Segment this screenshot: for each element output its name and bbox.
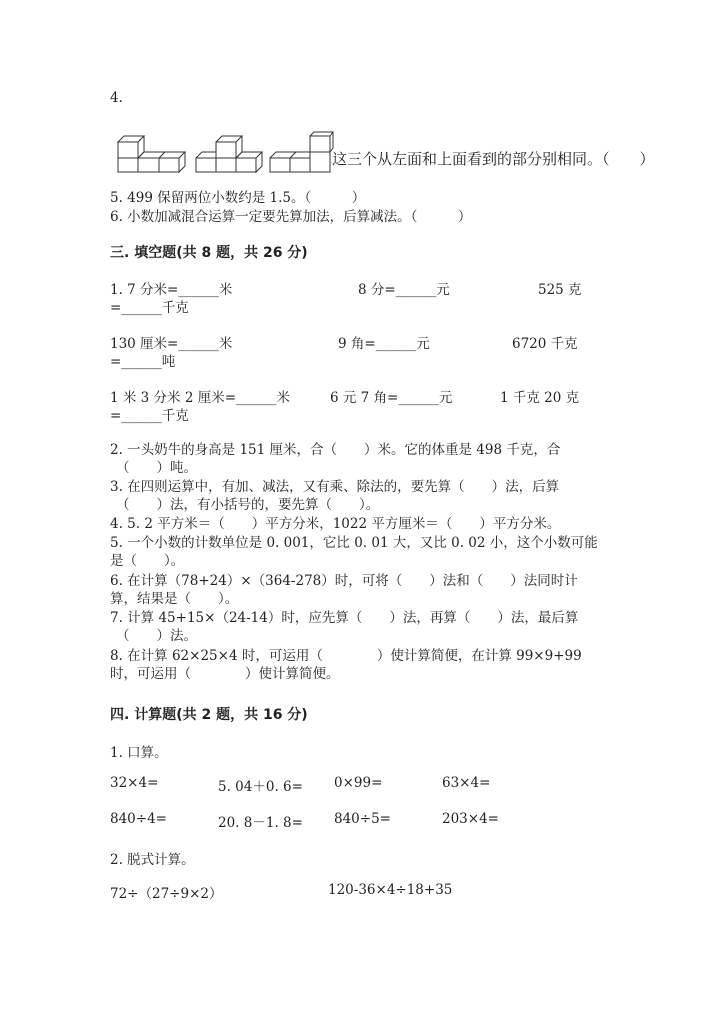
fill-q6-line1: 6. 在计算（78+24）×（364-278）时，可将（ ）法和（ ）法同时计 [110, 573, 578, 589]
section3-title: 三. 填空题(共 8 题，共 26 分) [110, 245, 308, 261]
fill-q1-r3-b: 6 元 7 角=______元 [330, 390, 453, 406]
oral-r2-c2: 20. 8－1. 8= [218, 815, 303, 831]
fill-q1-r1-b: 8 分=______元 [358, 282, 450, 298]
calc-q2-label: 2. 脱式计算。 [110, 852, 195, 868]
oral-r1-c4: 63×4= [442, 775, 491, 791]
fill-q3-line2: （ ）法，有小括号的，要先算（ ）。 [116, 497, 380, 513]
fill-q1-r2-d: =______吨 [110, 354, 176, 370]
judge-q4-statement: 这三个从左面和上面看到的部分别相同。（ ） [332, 150, 655, 168]
fill-q1-r1-a: 1. 7 分米=______米 [110, 282, 233, 298]
cube-figures-image [116, 130, 334, 174]
oral-r1-c3: 0×99= [334, 775, 383, 791]
oral-r1-c1: 32×4= [110, 775, 159, 791]
fill-q3-line1: 3. 在四则运算中，有加、减法，又有乘、除法的，要先算（ ）法，后算 [110, 479, 560, 495]
written-calc-2: 120-36×4÷18+35 [328, 882, 453, 898]
fill-q8-line1: 8. 在计算 62×25×4 时，可运用（ ）使计算简便，在计算 99×9+99 [110, 648, 582, 664]
fill-q1-r2-c: 6720 千克 [512, 336, 578, 352]
fill-q7-line2: （ ）法。 [116, 628, 197, 644]
oral-r2-c3: 840÷5= [334, 811, 391, 827]
judge-q4-label: 4. [110, 90, 123, 106]
fill-q1-r1-c: 525 克 [538, 282, 582, 298]
fill-q8-line2: 时，可运用（ ）使计算简便。 [110, 666, 340, 682]
fill-q1-r2-b: 9 角=______元 [338, 336, 430, 352]
judge-q5: 5. 499 保留两位小数约是 1.5。（ ） [110, 190, 366, 206]
fill-q4-line1: 4. 5. 2 平方米＝（ ）平方分米，1022 平方厘米＝（ ）平方分米。 [110, 516, 561, 532]
fill-q7-line1: 7. 计算 45+15×（24-14）时，应先算（ ）法，再算（ ）法，最后算 [110, 610, 579, 626]
cube-figure-1 [118, 136, 185, 172]
fill-q1-r1-d: =______千克 [110, 300, 189, 316]
section4-title: 四. 计算题(共 2 题，共 16 分) [110, 707, 308, 723]
fill-q5-line1: 5. 一个小数的计数单位是 0. 001，它比 0. 01 大，又比 0. 02 小，这个小数可能 [110, 535, 598, 551]
fill-q2-line2: （ ）吨。 [116, 460, 197, 476]
fill-q1-r3-d: =______千克 [110, 408, 189, 424]
written-calc-1: 72÷（27÷9×2） [110, 886, 223, 902]
fill-q1-r3-c: 1 千克 20 克 [500, 390, 580, 406]
calc-q1-label: 1. 口算。 [110, 745, 168, 761]
fill-q2-line1: 2. 一头奶牛的身高是 151 厘米，合（ ）米。它的体重是 498 千克，合 [110, 442, 561, 458]
judge-q6: 6. 小数加减混合运算一定要先算加法，后算减法。（ ） [110, 209, 472, 225]
cube-figure-3 [270, 132, 333, 172]
oral-r2-c4: 203×4= [442, 811, 499, 827]
fill-q1-r3-a: 1 米 3 分米 2 厘米=______米 [110, 390, 291, 406]
fill-q1-r2-a: 130 厘米=______米 [110, 336, 233, 352]
fill-q6-line2: 算，结果是（ ）。 [110, 591, 239, 607]
cube-figure-2 [196, 136, 262, 172]
fill-q5-line2: 是（ ）。 [110, 553, 185, 569]
oral-r1-c2: 5. 04＋0. 6= [218, 779, 303, 795]
oral-r2-c1: 840÷4= [110, 811, 167, 827]
